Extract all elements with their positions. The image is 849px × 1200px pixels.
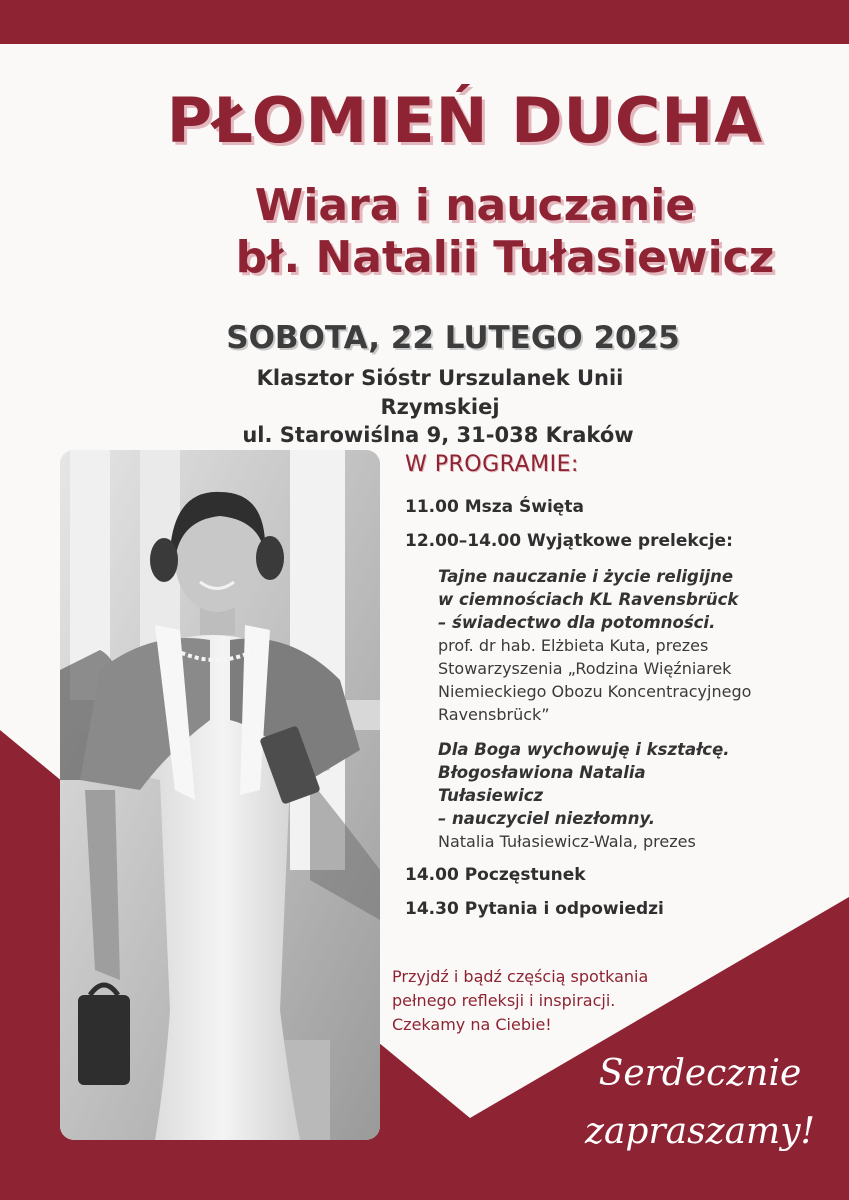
program-item-qa: 14.30 Pytania i odpowiedzi [405, 899, 664, 919]
invitation-line: Przyjdź i bądź częścią spotkania [392, 967, 649, 986]
lecture-1-title [438, 565, 825, 634]
subtitle-line-2: bł. Natalii Tułasiewicz [235, 232, 775, 283]
program-item-lectures: 12.00–14.00 Wyjątkowe prelekcje: [405, 531, 733, 551]
closing-line-1: Serdecznie [598, 1053, 802, 1094]
event-date: SOBOTA, 22 LUTEGO 2025 [226, 320, 680, 356]
invitation-line: Czekamy na Ciebie! [392, 1015, 552, 1034]
lecture-2 [405, 738, 825, 853]
invitation-line: pełnego refleksji i inspiracji. [392, 991, 616, 1010]
lecture-1-title-line: – świadectwo dla potomności. [438, 613, 716, 632]
program-section [405, 452, 825, 933]
program-heading: W PROGRAMIE: [405, 452, 579, 477]
venue-line-2: Rzymskiej [380, 395, 500, 419]
lecture-1-speaker-line: prof. dr hab. Elżbieta Kuta, prezes [438, 636, 709, 655]
invitation-text [392, 965, 722, 1037]
lecture-2-speaker-line: Natalia Tułasiewicz-Wala, prezes [438, 832, 696, 851]
lecture-2-title-line: Dla Boga wychowuję i kształcę. [438, 740, 730, 759]
portrait-photo [60, 450, 380, 1140]
lecture-1-speaker-line: Stowarzyszenia „Rodzina Więźniarek [438, 659, 732, 678]
subtitle-line-1: Wiara i nauczanie [254, 180, 696, 231]
lecture-1-title-line: Tajne nauczanie i życie religijne [438, 567, 734, 586]
venue-line-1: Klasztor Sióstr Urszulanek Unii [256, 366, 624, 390]
page-subtitle [0, 180, 849, 284]
lecture-2-title-line: Tułasiewicz [438, 786, 544, 805]
event-address: ul. Starowiślna 9, 31-038 Kraków [242, 423, 634, 447]
lecture-1-speaker-line: Ravensbrück” [438, 705, 550, 724]
lecture-1-speaker-line: Niemieckiego Obozu Koncentracyjnego [438, 682, 752, 701]
lecture-2-speaker [438, 830, 825, 853]
lecture-2-title-line: Błogosławiona Natalia [438, 763, 646, 782]
top-band [0, 0, 849, 44]
page-title: PŁOMIEŃ DUCHA [166, 84, 764, 157]
lecture-2-title [438, 738, 825, 830]
closing-line-2: zapraszamy! [585, 1111, 815, 1152]
program-item-mass: 11.00 Msza Święta [405, 497, 584, 517]
program-item-refreshments: 14.00 Poczęstunek [405, 865, 586, 885]
lecture-1-title-line: w ciemnościach KL Ravensbrück [438, 590, 739, 609]
event-venue [180, 364, 700, 422]
lecture-1 [405, 565, 825, 726]
lecture-1-speaker [438, 634, 825, 726]
lecture-2-title-line: – nauczyciel niezłomny. [438, 809, 655, 828]
closing-greeting [560, 1045, 840, 1161]
